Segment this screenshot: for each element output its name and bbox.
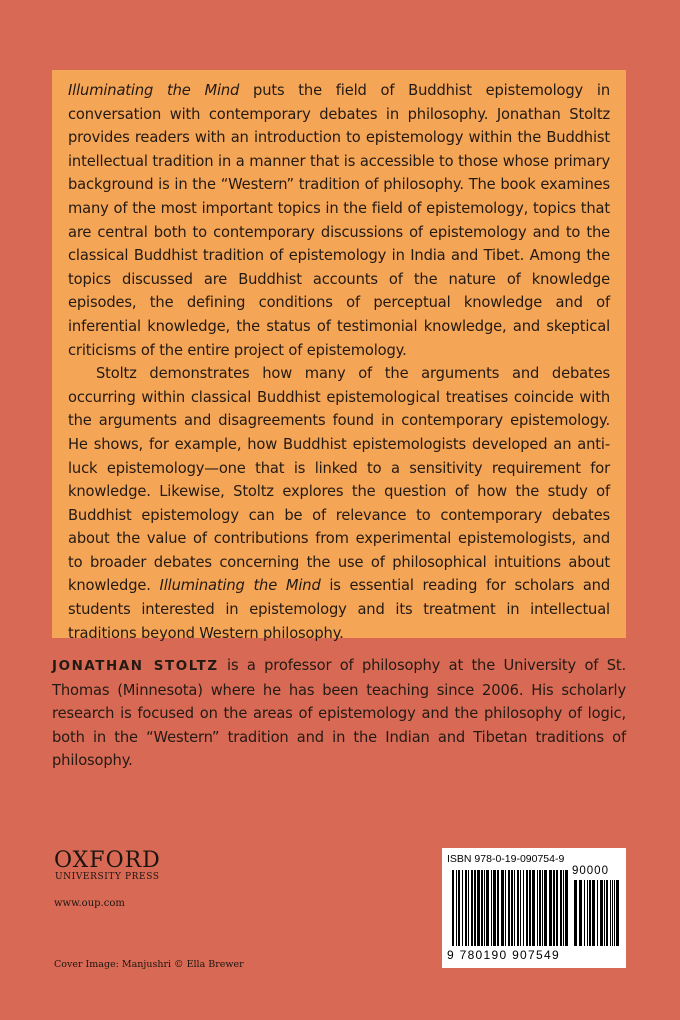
barcode-bar <box>589 880 591 946</box>
barcode-bar <box>526 870 528 946</box>
barcode-bar <box>537 870 538 946</box>
barcode-bar <box>574 880 577 946</box>
barcode-bar <box>587 880 588 946</box>
barcode-bar <box>614 880 615 946</box>
barcode-bar <box>600 880 603 946</box>
barcode-bar <box>579 880 582 946</box>
blurb-paragraph-2 <box>68 362 610 645</box>
isbn-label: ISBN 978-0-19-090754-9 <box>447 853 565 865</box>
cover-image-credit: Cover Image: Manjushri © Ella Brewer <box>54 959 244 970</box>
barcode-bar <box>474 870 476 946</box>
barcode-bar <box>481 870 483 946</box>
author-bio-text: is a professor of philosophy at the University of St. Thomas (Minnesota) where he has been teaching since 2006. His scholarly research is focused on the areas of epistemology and the philosophy of logic, both in the “Western” tradition and in the Indian and Tibetan traditions of philosophy. <box>52 657 627 770</box>
blurb-box <box>52 70 626 642</box>
barcode-bar <box>501 870 504 946</box>
barcode-bar <box>514 870 515 946</box>
barcode-bar <box>491 870 492 946</box>
publisher-press: UNIVERSITY PRESS <box>55 872 160 882</box>
barcode-bar <box>592 880 595 946</box>
barcode-bar <box>604 880 605 946</box>
barcode-bar <box>511 870 513 946</box>
barcode-bar <box>520 870 521 946</box>
barcode-bar <box>553 870 555 946</box>
author-name: JONATHAN STOLTZ <box>52 659 219 674</box>
barcode-bar <box>616 880 619 946</box>
barcode-bar <box>610 880 611 946</box>
barcode-bar <box>477 870 480 946</box>
barcode-bar <box>468 870 469 946</box>
barcode-bar <box>606 880 608 946</box>
barcode-bar <box>539 870 541 946</box>
barcode-bar <box>508 870 510 946</box>
barcode-bar <box>565 870 568 946</box>
barcode-bar <box>544 870 547 946</box>
barcode-bar <box>542 870 543 946</box>
publisher-url: www.oup.com <box>54 898 125 909</box>
barcode-box <box>442 848 626 968</box>
blurb-paragraph-1 <box>68 79 610 362</box>
book-title: Illuminating the Mind <box>159 577 321 595</box>
barcode-bar <box>529 870 531 946</box>
barcode-bar <box>563 870 564 946</box>
barcode-bar <box>523 870 524 946</box>
barcode-bar <box>505 870 506 946</box>
blurb-paragraph-2-end: is essential reading for scholars and students interested in epistemology and its treatment in intellectual traditions beyond Western philosophy. <box>68 577 610 642</box>
blurb-paragraph-2-text: Stoltz demonstrates how many of the arguments and debates occurring within classical Buddhist epistemological treatises coincide with the arguments and disagreements found in contemporary epistemology. He shows, for example, how Buddhist epistemologists developed an anti-luck epistemology—one that is linked to a sensitivity requirement for knowledge. Likewise, Stoltz explores the question of how the study of Buddhist epistemology can be of relevance to contemporary debates about the value of contributions from experimental epistemologists, and to broader debates concerning the use of philosophical intuitions about knowledge. <box>68 365 610 595</box>
book-title: Illuminating the Mind <box>68 82 240 99</box>
barcode-bar <box>597 880 598 946</box>
barcode-bar <box>497 870 499 946</box>
barcode-bar <box>612 880 613 946</box>
barcode-bar <box>484 870 485 946</box>
barcode-bar <box>458 870 460 946</box>
barcode-bar <box>452 870 454 946</box>
barcode-bar <box>462 870 463 946</box>
barcode-bar <box>560 870 562 946</box>
barcode-bar <box>584 880 585 946</box>
barcode-bar <box>532 870 535 946</box>
author-bio <box>52 654 626 773</box>
barcode-bar <box>517 870 519 946</box>
barcode-bar <box>456 870 457 946</box>
barcode-bar <box>465 870 467 946</box>
barcode-bar <box>486 870 489 946</box>
publisher-logo: OXFORD <box>54 848 161 873</box>
barcode-bar <box>549 870 552 946</box>
barcode-addon: 90000 <box>572 865 609 877</box>
barcode-bar <box>471 870 473 946</box>
barcode-bar <box>493 870 496 946</box>
barcode-digits: 9 780190 907549 <box>447 948 560 962</box>
barcode-bar <box>556 870 558 946</box>
blurb-paragraph-1-text: puts the field of Buddhist epistemology in conversation with contemporary debates in philosophy. Jonathan Stoltz provides readers with an introduction to epistemology within the Buddhist intellectual tradition in a manner that is accessible to those whose primary background is in the “Western” tradition of philosophy. The book examines many of the most important topics in the field of epistemology, topics that are central both to contemporary discussions of epistemology and to the classical Buddhist tradition of epistemology in India and Tibet. Among the topics discussed are Buddhist accounts of the nature of knowledge episodes, the defining conditions of perceptual knowledge and of inferential knowledge, the status of testimonial knowledge, and skeptical criticisms of the entire project of epistemology. <box>68 82 610 359</box>
